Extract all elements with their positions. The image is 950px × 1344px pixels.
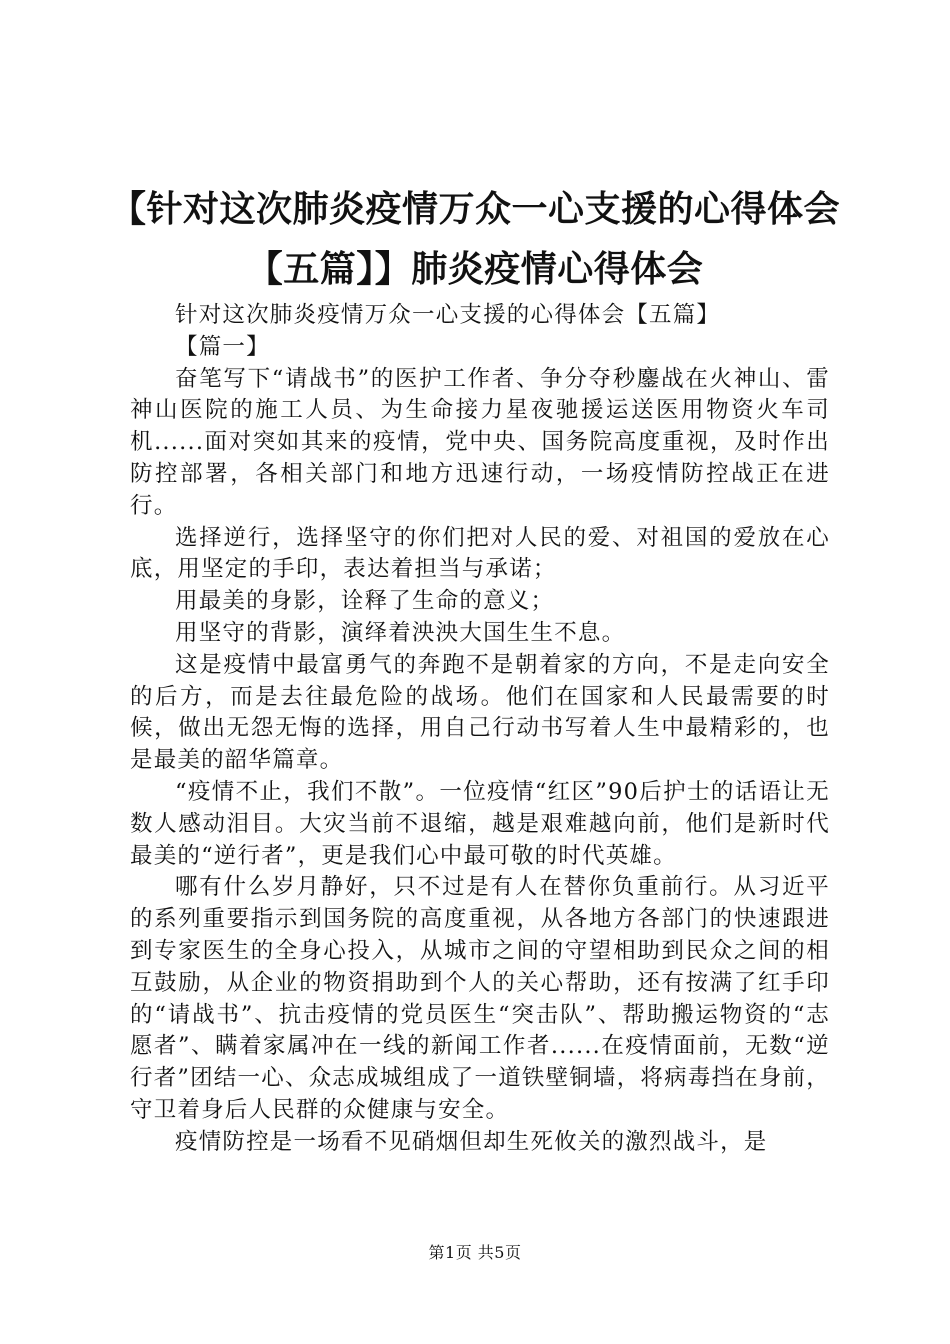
body-paragraph: 这是疫情中最富勇气的奔跑不是朝着家的方向，不是走向安全的后方，而是去往最危险的战场。他们在国家和人民最需要的时候，做出无怨无悔的选择，用自己行动书写着人生中最精彩的，也是最美的韶华篇章。 [130, 651, 830, 774]
document-body [130, 300, 830, 1159]
document-title-line-1: 【针对这次肺炎疫情万众一心支援的心得体会 [109, 189, 840, 230]
body-paragraph: 用坚守的背影，演绎着泱泱大国生生不息。 [175, 619, 626, 646]
body-paragraph: 选择逆行，选择坚守的你们把对人民的爱、对祖国的爱放在心底，用坚定的手印，表达着担当与承诺； [130, 524, 830, 583]
body-paragraph: 用最美的身影，诠释了生命的意义； [175, 588, 555, 615]
body-paragraph: 哪有什么岁月静好，只不过是有人在替你负重前行。从习近平的系列重要指示到国务院的高度重视，从各地方各部门的快速跟进到专家医生的全身心投入，从城市之间的守望相助到民众之间的相互鼓励，从企业的物资捐助到个人的关心帮助，还有按满了红手印的“请战书”、抗击疫情的党员医生“突击队”、帮助搬运物资的“志愿者”、瞒着家属冲在一线的新闻工作者......在疫情面前，无数“逆行者”团结一心、众志成城组成了一道铁壁铜墙，将病毒挡在身前，守卫着身后人民群的众健康与安全。 [130, 874, 831, 1123]
body-paragraph: “疫情不止，我们不散”。一位疫情“红区”90后护士的话语让无数人感动泪目。大灾当前不退缩，越是艰难越向前，他们是新时代最美的“逆行者”，更是我们心中最可敬的时代英雄。 [130, 778, 830, 869]
page-footer: 第1页 共5页 [428, 1243, 522, 1262]
body-paragraph: 奋笔写下“请战书”的医护工作者、争分夺秒鏖战在火神山、雷神山医院的施工人员、为生命接力星夜驰援运送医用物资火车司机......面对突如其来的疫情，党中央、国务院高度重视，及时作出防控部署，各相关部门和地方迅速行动，一场疫情防控战正在进行。 [130, 365, 830, 519]
section-heading: 【篇一】 [175, 333, 270, 360]
document-title-line-2: 【五篇】】肺炎疫情心得体会 [246, 249, 704, 290]
body-paragraph: 疫情防控是一场看不见硝烟但却生死攸关的激烈战斗，是 [175, 1128, 768, 1155]
subtitle-paragraph: 针对这次肺炎疫情万众一心支援的心得体会【五篇】 [175, 302, 721, 328]
